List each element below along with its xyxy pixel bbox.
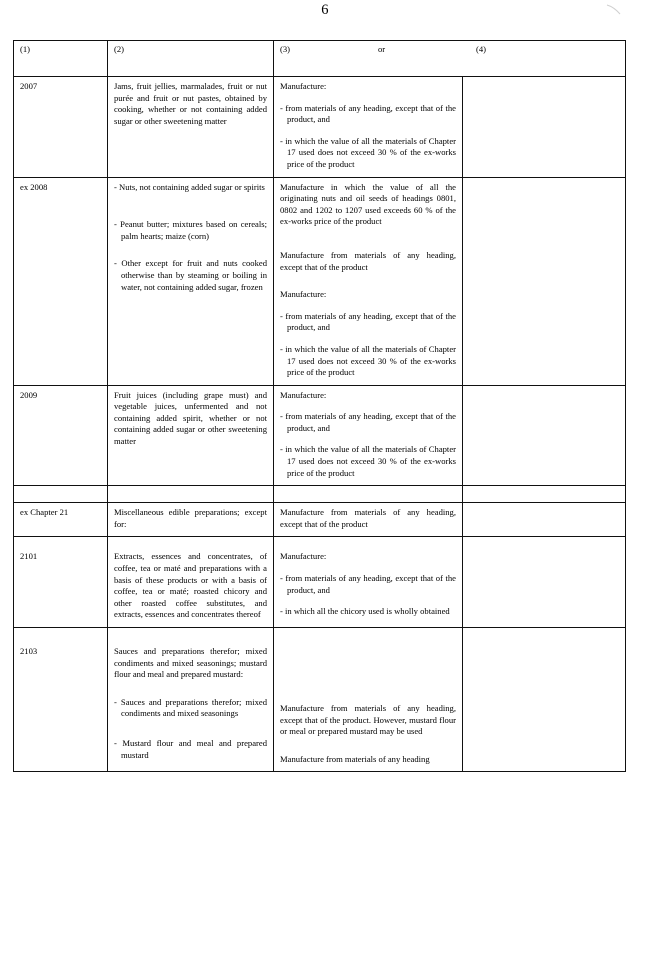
row-code: 2103 bbox=[14, 628, 108, 772]
row-code: ex 2008 bbox=[14, 177, 108, 385]
row-code: ex Chapter 21 bbox=[14, 503, 108, 537]
row-rule: Manufacture: - from materials of any heading, except that of the product, and - in which the value of all the materials of Chapter 17 used does not exceed 30 % of the ex-works price of the product bbox=[274, 77, 463, 178]
row-rule bbox=[274, 177, 463, 385]
table-row-spacer bbox=[14, 486, 626, 503]
row-description: Jams, fruit jellies, marmalades, fruit or nut purée and fruit or nut pastes, obtained by cooking, whether or not containing added sugar or other sweetening matter bbox=[108, 77, 274, 178]
table-row bbox=[14, 77, 626, 178]
spacer-cell bbox=[274, 486, 463, 503]
sub-item-rule: Manufacture from materials of any heading, except that of the product. However, mustard flour or meal or prepared mustard may be used bbox=[280, 703, 456, 737]
table-row bbox=[14, 537, 626, 628]
row-rule bbox=[274, 628, 463, 772]
sub-item-rule: Manufacture from materials of any heading bbox=[280, 753, 430, 764]
row-code: 2007 bbox=[14, 77, 108, 178]
row-description: Fruit juices (including grape must) and vegetable juices, unfermented and not containing added spirit, whether or not containing added sugar or other sweetening matter bbox=[108, 385, 274, 486]
row-rule-alt bbox=[463, 628, 626, 772]
table-row bbox=[14, 385, 626, 486]
spacer-cell bbox=[108, 486, 274, 503]
sub-item-description: - Nuts, not containing added sugar or spirits bbox=[114, 181, 265, 192]
table-row bbox=[14, 628, 626, 772]
spacer-cell bbox=[463, 486, 626, 503]
row-rule-alt bbox=[463, 537, 626, 628]
spacer-cell bbox=[14, 486, 108, 503]
sub-item-description: - Mustard flour and meal and prepared mustard bbox=[114, 737, 267, 760]
origin-rules-table bbox=[13, 40, 626, 772]
header-col-2: (2) bbox=[108, 41, 274, 77]
sub-item-description: - Other except for fruit and nuts cooked otherwise than by steaming or boiling in water, not containing added sugar, frozen bbox=[114, 258, 267, 292]
row-rule-alt bbox=[463, 385, 626, 486]
row-rule: Manufacture: - from materials of any heading, except that of the product, and - in which the value of all the materials of Chapter 17 used does not exceed 30 % of the ex-works price of the product bbox=[274, 385, 463, 486]
table-row bbox=[14, 177, 626, 385]
origin-rules-table-container bbox=[13, 40, 625, 772]
row-description: Sauces and preparations therefor; mixed condiments and mixed seasonings; mustard flour and meal and prepared mustard: - Sauces and preparations therefor; mixed condiments and mixed seasonings - Mustard flour and meal and prepared mustard bbox=[108, 628, 274, 772]
page-number: 6 bbox=[321, 2, 329, 18]
row-rule-alt bbox=[463, 503, 626, 537]
header-col-4: (4) bbox=[476, 44, 487, 54]
header-col-3: (3) bbox=[280, 44, 291, 54]
sub-item-rule: Manufacture from materials of any heading, except that of the product bbox=[280, 249, 456, 272]
header-col-3-and-4 bbox=[274, 41, 626, 77]
table-row bbox=[14, 503, 626, 537]
row-rule-alt bbox=[463, 77, 626, 178]
sub-item-description: - Sauces and preparations therefor; mixed condiments and mixed seasonings bbox=[114, 696, 267, 719]
row-description bbox=[108, 177, 274, 385]
row-description: Extracts, essences and concentrates, of coffee, tea or maté and preparations with a basis of these products or with a basis of coffee, tea or maté; roasted chicory and other roasted coffee substitutes, and extracts, essences and concentrates thereof bbox=[108, 537, 274, 628]
header-or-label: or bbox=[378, 44, 386, 54]
sub-item-rule: Manufacture: - from materials of any heading, except that of the product, and - in which the value of all the materials of Chapter 17 used does not exceed 30 % of the ex-works price of the product bbox=[280, 289, 456, 378]
row-rule: Manufacture: - from materials of any heading, except that of the product, and - in which all the chicory used is wholly obtained bbox=[274, 537, 463, 628]
table-header-row bbox=[14, 41, 626, 77]
sub-item-rule: Manufacture in which the value of all the originating nuts and oil seeds of headings 0801, 0802 and 1202 to 1207 used exceeds 60 % of the ex-works price of the product bbox=[280, 181, 456, 227]
header-col-1: (1) bbox=[14, 41, 108, 77]
row-description: Miscellaneous edible preparations; except for: bbox=[108, 503, 274, 537]
sub-item-description: - Peanut butter; mixtures based on cereals; palm hearts; maize (corn) bbox=[114, 219, 267, 241]
row-code: 2009 bbox=[14, 385, 108, 486]
row-rule: Manufacture from materials of any heading, except that of the product bbox=[274, 503, 463, 537]
row-rule-alt bbox=[463, 177, 626, 385]
row-code: 2101 bbox=[14, 537, 108, 628]
